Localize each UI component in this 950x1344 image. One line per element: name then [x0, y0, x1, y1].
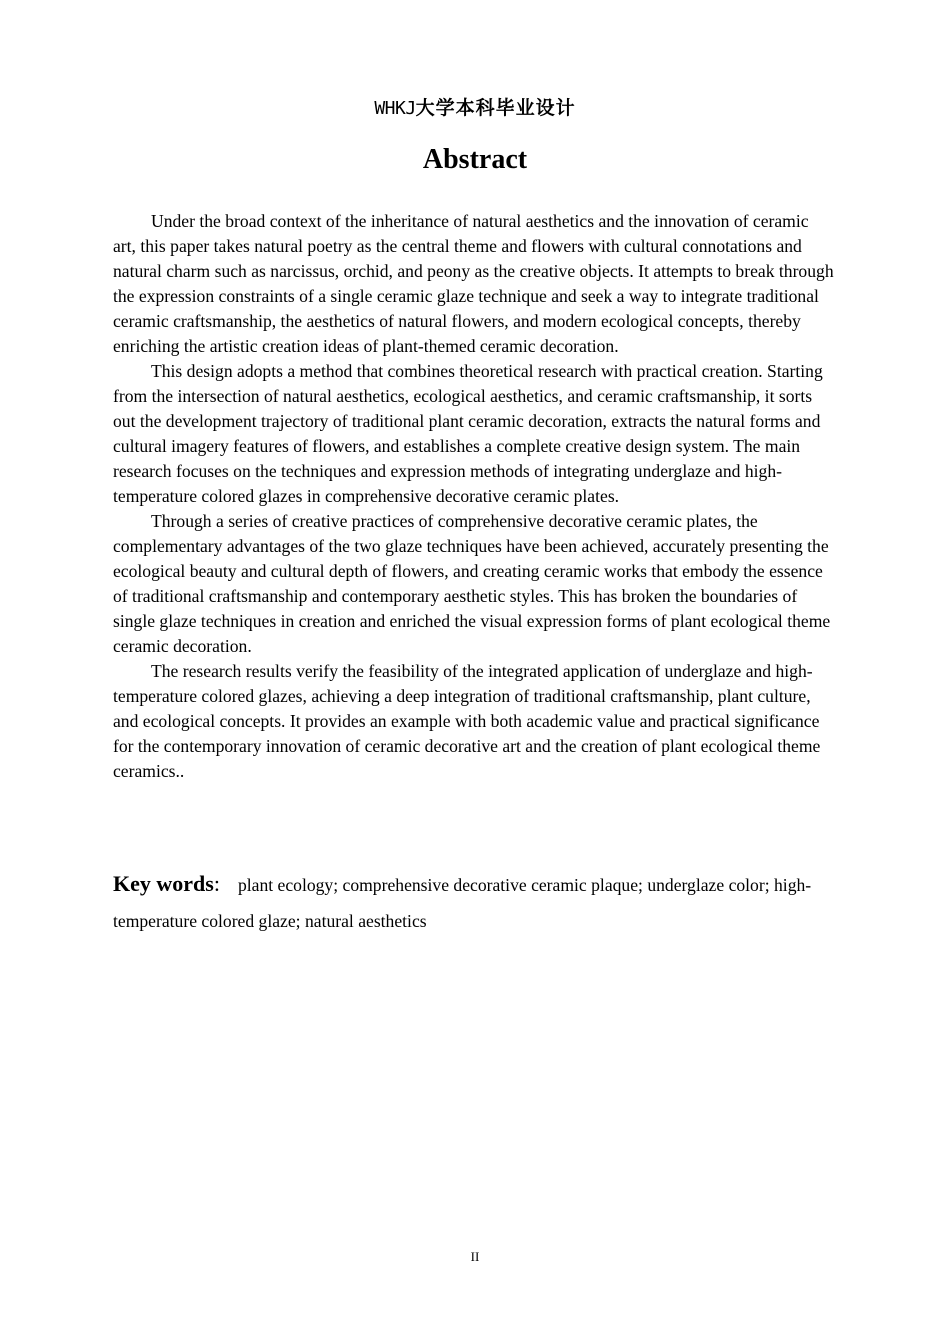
running-header [0, 95, 950, 122]
abstract-paragraph-1: Under the broad context of the inheritance of natural aesthetics and the innovation of ceramic art, this paper takes natural poetry as the central theme and flowers with cultural connotations and natural charm such as narcissus, orchid, and peony as the creative objects. It attempts to break through the expression constraints of a single ceramic glaze technique and seek a way to integrate traditional ceramic craftsmanship, the aesthetics of natural flowers, and modern ecological concepts, thereby enriching the artistic creation ideas of plant-themed ceramic decoration. [113, 211, 834, 356]
keywords-section [113, 866, 835, 939]
keywords-text: plant ecology; comprehensive decorative ceramic plaque; underglaze color; high-temperature colored glaze; natural aesthetics [113, 875, 812, 931]
keywords-label: Key words [113, 871, 214, 896]
abstract-paragraph-2: This design adopts a method that combines theoretical research with practical creation. Starting from the intersection of natural aesthetics, ecological aesthetics, and ceramic craftsmanship, it sorts out the development trajectory of traditional plant ceramic decoration, extracts the natural forms and cultural imagery features of flowers, and establishes a complete creative design system. The main research focuses on the techniques and expression methods of integrating underglaze and high-temperature colored glazes in comprehensive decorative ceramic plates. [113, 361, 823, 506]
page-title: Abstract [422, 144, 528, 175]
header-thesis-label: 大学本科毕业设计 [415, 97, 576, 119]
abstract-paragraph-3: Through a series of creative practices of comprehensive decorative ceramic plates, the complementary advantages of the two glaze techniques have been achieved, accurately presenting the ecological beauty and cultural depth of flowers, and creating ceramic works that embody the essence of traditional craftsmanship and contemporary aesthetic styles. This has broken the boundaries of single glaze techniques in creation and enriched the visual expression forms of plant ecological theme ceramic decoration. [113, 511, 831, 656]
abstract-paragraph-4: The research results verify the feasibility of the integrated application of underglaze and high-temperature colored glazes, achieving a deep integration of traditional craftsmanship, plant culture, and ecological concepts. It provides an example with both academic value and practical significance for the contemporary innovation of ceramic decorative art and the creation of plant ecological theme ceramics.. [113, 661, 821, 781]
keywords-colon: : [213, 871, 220, 896]
page-number: II [470, 1249, 480, 1264]
header-university-code: WHKJ [374, 98, 416, 119]
abstract-body [113, 209, 835, 784]
